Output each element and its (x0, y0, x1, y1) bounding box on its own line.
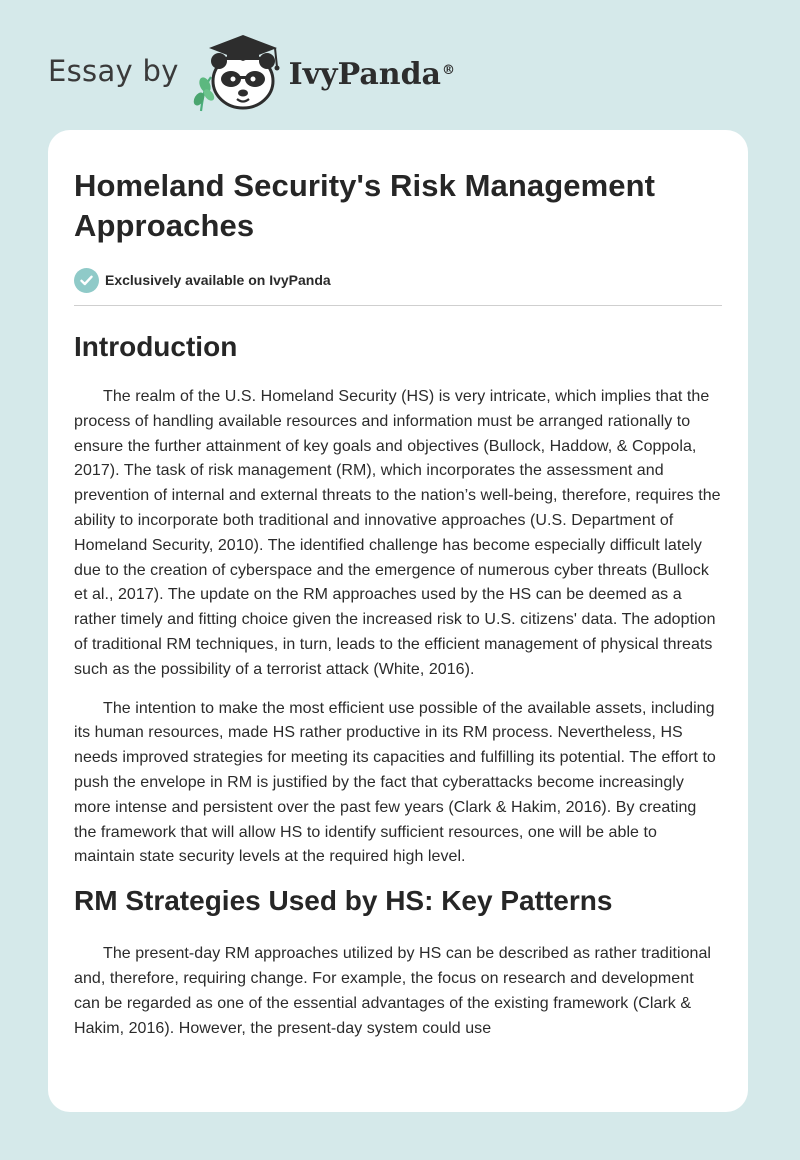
paragraph: The present-day RM approaches utilized by HS can be described as rather traditional and, therefore, requiring change. For example, the focus on research and development can be regarded as one of the essential advantages of the existing framework (Clark & Hakim, 2016). However, the present-day system could use (74, 945, 712, 1037)
panda-graduate-icon[interactable] (193, 33, 285, 113)
section-heading-rm-strategies: RM Strategies Used by HS: Key Patterns (74, 885, 613, 917)
essay-title: Homeland Security's Risk Management Approaches (74, 168, 656, 243)
registered-mark: ® (442, 62, 455, 78)
section-heading-introduction: Introduction (74, 331, 238, 362)
paragraph: The intention to make the most efficient use possible of the available assets, including its human resources, made HS rather productive in its RM process. Nevertheless, HS needs improved strategies for meeting its capacities and fulfilling its potential. The effort to push the envelope in RM is justified by the fact that cyberattacks become increasingly more intense and persistent over the past few years (Clark & Hakim, 2016). By creating the framework that will allow HS to identify sufficient resources, one will be able to maintain state security levels at the required high level. (74, 699, 716, 866)
essay-by-label: Essay by (48, 54, 179, 88)
badge-text: Exclusively available on IvyPanda (105, 272, 331, 288)
site-header (48, 28, 568, 118)
exclusive-badge (74, 266, 722, 294)
check-circle-icon (74, 268, 99, 293)
brand-name[interactable]: IvyPanda® (288, 56, 455, 92)
divider (74, 305, 722, 306)
paragraph: The realm of the U.S. Homeland Security (HS) is very intricate, which implies that the process of handling available resources and information must be arranged rationally to ensure the further attainment of key goals and objectives (Bullock, Haddow, & Coppola, 2017). The task of risk management (RM), which incorporates the assessment and prevention of internal and external threats to the nation’s well-being, therefore, requires the ability to incorporate both traditional and innovative approaches (U.S. Department of Homeland Security, 2010). The identified challenge has become especially difficult lately due to the creation of cyberspace and the emergence of numerous cyber threats (Bullock et al., 2017). The update on the RM approaches used by the HS can be deemed as a rather timely and fitting choice given the increased risk to U.S. citizens' data. The adoption of traditional RM techniques, in turn, leads to the efficient management of physical threats such as the possibility of a terrorist attack (White, 2016). (74, 388, 721, 678)
essay-card (48, 130, 748, 1112)
